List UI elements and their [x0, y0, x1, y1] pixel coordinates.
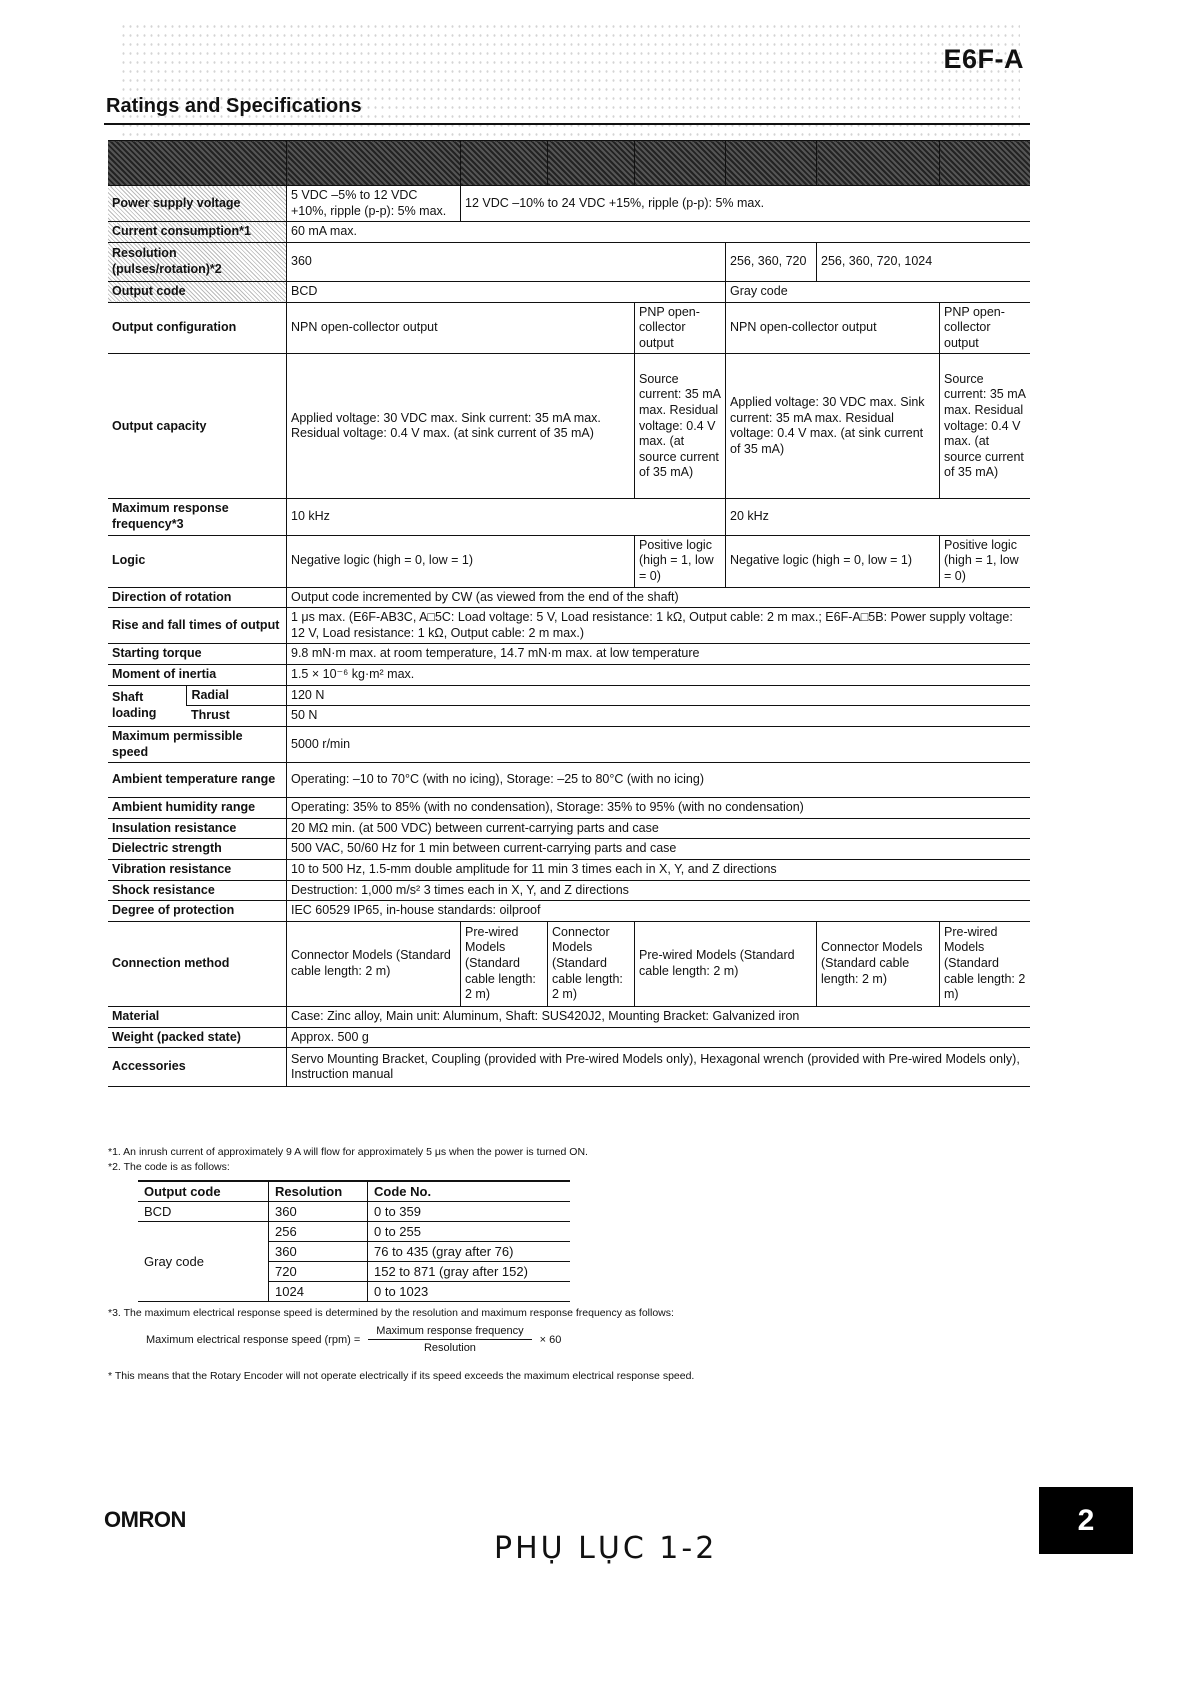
footnote-4: * This means that the Rotary Encoder will not operate electrically if its speed exceeds the maximum electrical response speed. — [108, 1370, 695, 1382]
row-label: Maximum response frequency*3 — [108, 499, 287, 535]
row-sublabel: Thrust — [187, 706, 287, 727]
cell: Applied voltage: 30 VDC max. Sink current: 35 mA max. Residual voltage: 0.4 V max. (at sink current of 35 mA) — [726, 354, 940, 499]
table-row — [108, 1027, 1030, 1048]
row-label: Moment of inertia — [108, 665, 287, 686]
table-row — [108, 302, 1030, 354]
cell: Pre-wired Models (Standard cable length: 2 m) — [461, 921, 548, 1006]
cell: 20 kHz — [726, 499, 1031, 535]
formula-lhs: Maximum electrical response speed (rpm) = — [146, 1333, 361, 1346]
row-label: Shock resistance — [108, 880, 287, 901]
row-label: Output code — [108, 281, 287, 302]
cell: Gray code — [138, 1222, 269, 1302]
table-row — [108, 798, 1030, 819]
brand-logo: OMRON — [104, 1507, 186, 1532]
product-code: E6F-A — [943, 44, 1024, 74]
row-sublabel: Radial — [187, 685, 287, 706]
cell: Source current: 35 mA max. Residual voltage: 0.4 V max. (at source current of 35 mA) — [940, 354, 1031, 499]
cell: Case: Zinc alloy, Main unit: Aluminum, Shaft: SUS420J2, Mounting Bracket: Galvanized iron — [287, 1006, 1031, 1027]
column-header: Resolution — [269, 1181, 368, 1202]
row-label: Insulation resistance — [108, 818, 287, 839]
cell: IEC 60529 IP65, in-house standards: oilproof — [287, 901, 1031, 922]
cell: 50 N — [287, 706, 1031, 727]
row-label: Ambient humidity range — [108, 798, 287, 819]
cell: 60 mA max. — [287, 222, 1031, 243]
table-row — [108, 706, 1030, 727]
table-row — [108, 644, 1030, 665]
cell: BCD — [287, 281, 726, 302]
cell: Pre-wired Models (Standard cable length: 2 m) — [635, 921, 817, 1006]
table-row — [108, 242, 1030, 281]
table-row — [108, 354, 1030, 499]
cell: 20 MΩ min. (at 500 VDC) between current-carrying parts and case — [287, 818, 1031, 839]
footnote-3: *3. The maximum electrical response speed is determined by the resolution and maximum response frequency as follows: — [108, 1307, 674, 1319]
row-label: Dielectric strength — [108, 839, 287, 860]
row-label: Resolution (pulses/rotation)*2 — [108, 242, 287, 281]
cell: PNP open-collector output — [940, 302, 1031, 354]
row-label: Current consumption*1 — [108, 222, 287, 243]
cell: Operating: 35% to 85% (with no condensation), Storage: 35% to 95% (with no condensation) — [287, 798, 1031, 819]
table-row — [108, 880, 1030, 901]
row-label: Starting torque — [108, 644, 287, 665]
row-label: Output configuration — [108, 302, 287, 354]
cell: 360 — [287, 242, 726, 281]
cell: Positive logic (high = 1, low = 0) — [635, 535, 726, 587]
table-row — [138, 1181, 570, 1202]
formula-fraction — [368, 1325, 531, 1354]
row-label: Ambient temperature range — [108, 763, 287, 798]
table-row — [108, 685, 1030, 706]
cell: 256, 360, 720 — [726, 242, 817, 281]
cell: 10 kHz — [287, 499, 726, 535]
row-label: Shaft loading — [108, 685, 187, 726]
row-label: Weight (packed state) — [108, 1027, 287, 1048]
row-label: Logic — [108, 535, 287, 587]
cell: Source current: 35 mA max. Residual voltage: 0.4 V max. (at source current of 35 mA) — [635, 354, 726, 499]
row-label: Connection method — [108, 921, 287, 1006]
cell: Destruction: 1,000 m/s² 3 times each in X, Y, and Z directions — [287, 880, 1031, 901]
cell: 256, 360, 720, 1024 — [817, 242, 1031, 281]
cell: Positive logic (high = 1, low = 0) — [940, 535, 1031, 587]
cell: Applied voltage: 30 VDC max. Sink current: 35 mA max. Residual voltage: 0.4 V max. (at sink current of 35 mA) — [287, 354, 635, 499]
spec-header-row — [108, 141, 1030, 186]
table-row — [108, 587, 1030, 608]
table-row — [108, 222, 1030, 243]
scan-noise — [120, 22, 1020, 152]
cell: 12 VDC –10% to 24 VDC +15%, ripple (p-p): 5% max. — [461, 186, 1031, 222]
cell: 1 μs max. (E6F-AB3C, A□5C: Load voltage: 5 V, Load resistance: 1 kΩ, Output cable: 2 m max.; E6F-A□5B: Power supply voltage: 12 V, Load resistance: 1 kΩ, Output cable: 2 m max.) — [287, 608, 1031, 644]
table-row — [108, 608, 1030, 644]
cell: 720 — [269, 1262, 368, 1282]
table-row — [108, 1048, 1030, 1087]
handwritten-annotation: PHỤ LỤC 1-2 — [494, 1531, 718, 1566]
cell: NPN open-collector output — [726, 302, 940, 354]
cell: Operating: –10 to 70°C (with no icing), Storage: –25 to 80°C (with no icing) — [287, 763, 1031, 798]
cell: BCD — [138, 1202, 269, 1222]
title-rule — [104, 123, 1030, 125]
cell: 5000 r/min — [287, 726, 1031, 762]
cell: Servo Mounting Bracket, Coupling (provided with Pre-wired Models only), Hexagonal wrench (provided with Pre-wired Models only), Instruction manual — [287, 1048, 1031, 1087]
table-row — [108, 818, 1030, 839]
table-row — [108, 281, 1030, 302]
footnote-1: *1. An inrush current of approximately 9 A will flow for approximately 5 μs when the power is turned ON. — [108, 1146, 588, 1158]
cell: Negative logic (high = 0, low = 1) — [726, 535, 940, 587]
table-row — [108, 1006, 1030, 1027]
response-speed-formula — [146, 1325, 561, 1354]
cell: 5 VDC –5% to 12 VDC +10%, ripple (p-p): 5% max. — [287, 186, 461, 222]
row-label: Rise and fall times of output — [108, 608, 287, 644]
cell: 120 N — [287, 685, 1031, 706]
table-row — [108, 860, 1030, 881]
cell: Gray code — [726, 281, 1031, 302]
cell: Connector Models (Standard cable length: 2 m) — [548, 921, 635, 1006]
cell: 0 to 255 — [368, 1222, 571, 1242]
cell: Connector Models (Standard cable length: 2 m) — [287, 921, 461, 1006]
table-row — [108, 726, 1030, 762]
cell: 256 — [269, 1222, 368, 1242]
formula-numerator: Maximum response frequency — [368, 1325, 531, 1340]
formula-multiplier: × 60 — [539, 1333, 562, 1346]
page-title: Ratings and Specifications — [106, 95, 362, 117]
column-header: Code No. — [368, 1181, 571, 1202]
table-row — [108, 665, 1030, 686]
spec-table — [108, 140, 1030, 1087]
page-number: 2 — [1039, 1487, 1133, 1554]
cell: 1024 — [269, 1282, 368, 1302]
formula-denominator: Resolution — [423, 1342, 476, 1354]
code-table — [138, 1180, 570, 1302]
cell: PNP open-collector output — [635, 302, 726, 354]
cell: NPN open-collector output — [287, 302, 635, 354]
cell: 0 to 359 — [368, 1202, 571, 1222]
table-row — [138, 1202, 570, 1222]
row-label: Accessories — [108, 1048, 287, 1087]
cell: 360 — [269, 1242, 368, 1262]
cell: Pre-wired Models (Standard cable length: 2 m) — [940, 921, 1031, 1006]
table-row — [108, 186, 1030, 222]
row-label: Vibration resistance — [108, 860, 287, 881]
cell: 10 to 500 Hz, 1.5-mm double amplitude for 11 min 3 times each in X, Y, and Z directions — [287, 860, 1031, 881]
cell: 152 to 871 (gray after 152) — [368, 1262, 571, 1282]
table-row — [108, 499, 1030, 535]
cell: 1.5 × 10⁻⁶ kg·m² max. — [287, 665, 1031, 686]
cell: Output code incremented by CW (as viewed from the end of the shaft) — [287, 587, 1031, 608]
row-label: Degree of protection — [108, 901, 287, 922]
row-label: Output capacity — [108, 354, 287, 499]
footnote-2: *2. The code is as follows: — [108, 1161, 230, 1173]
cell: 9.8 mN·m max. at room temperature, 14.7 mN·m max. at low temperature — [287, 644, 1031, 665]
table-row — [138, 1222, 570, 1242]
cell: Negative logic (high = 0, low = 1) — [287, 535, 635, 587]
column-header: Output code — [138, 1181, 269, 1202]
row-label: Maximum permissible speed — [108, 726, 287, 762]
cell: 0 to 1023 — [368, 1282, 571, 1302]
row-label: Direction of rotation — [108, 587, 287, 608]
cell: 76 to 435 (gray after 76) — [368, 1242, 571, 1262]
row-label: Material — [108, 1006, 287, 1027]
table-row — [108, 535, 1030, 587]
row-label: Power supply voltage — [108, 186, 287, 222]
table-row — [108, 921, 1030, 1006]
cell: Approx. 500 g — [287, 1027, 1031, 1048]
cell: 360 — [269, 1202, 368, 1222]
cell: 500 VAC, 50/60 Hz for 1 min between current-carrying parts and case — [287, 839, 1031, 860]
table-row — [108, 763, 1030, 798]
table-row — [108, 901, 1030, 922]
cell: Connector Models (Standard cable length: 2 m) — [817, 921, 940, 1006]
table-row — [108, 839, 1030, 860]
